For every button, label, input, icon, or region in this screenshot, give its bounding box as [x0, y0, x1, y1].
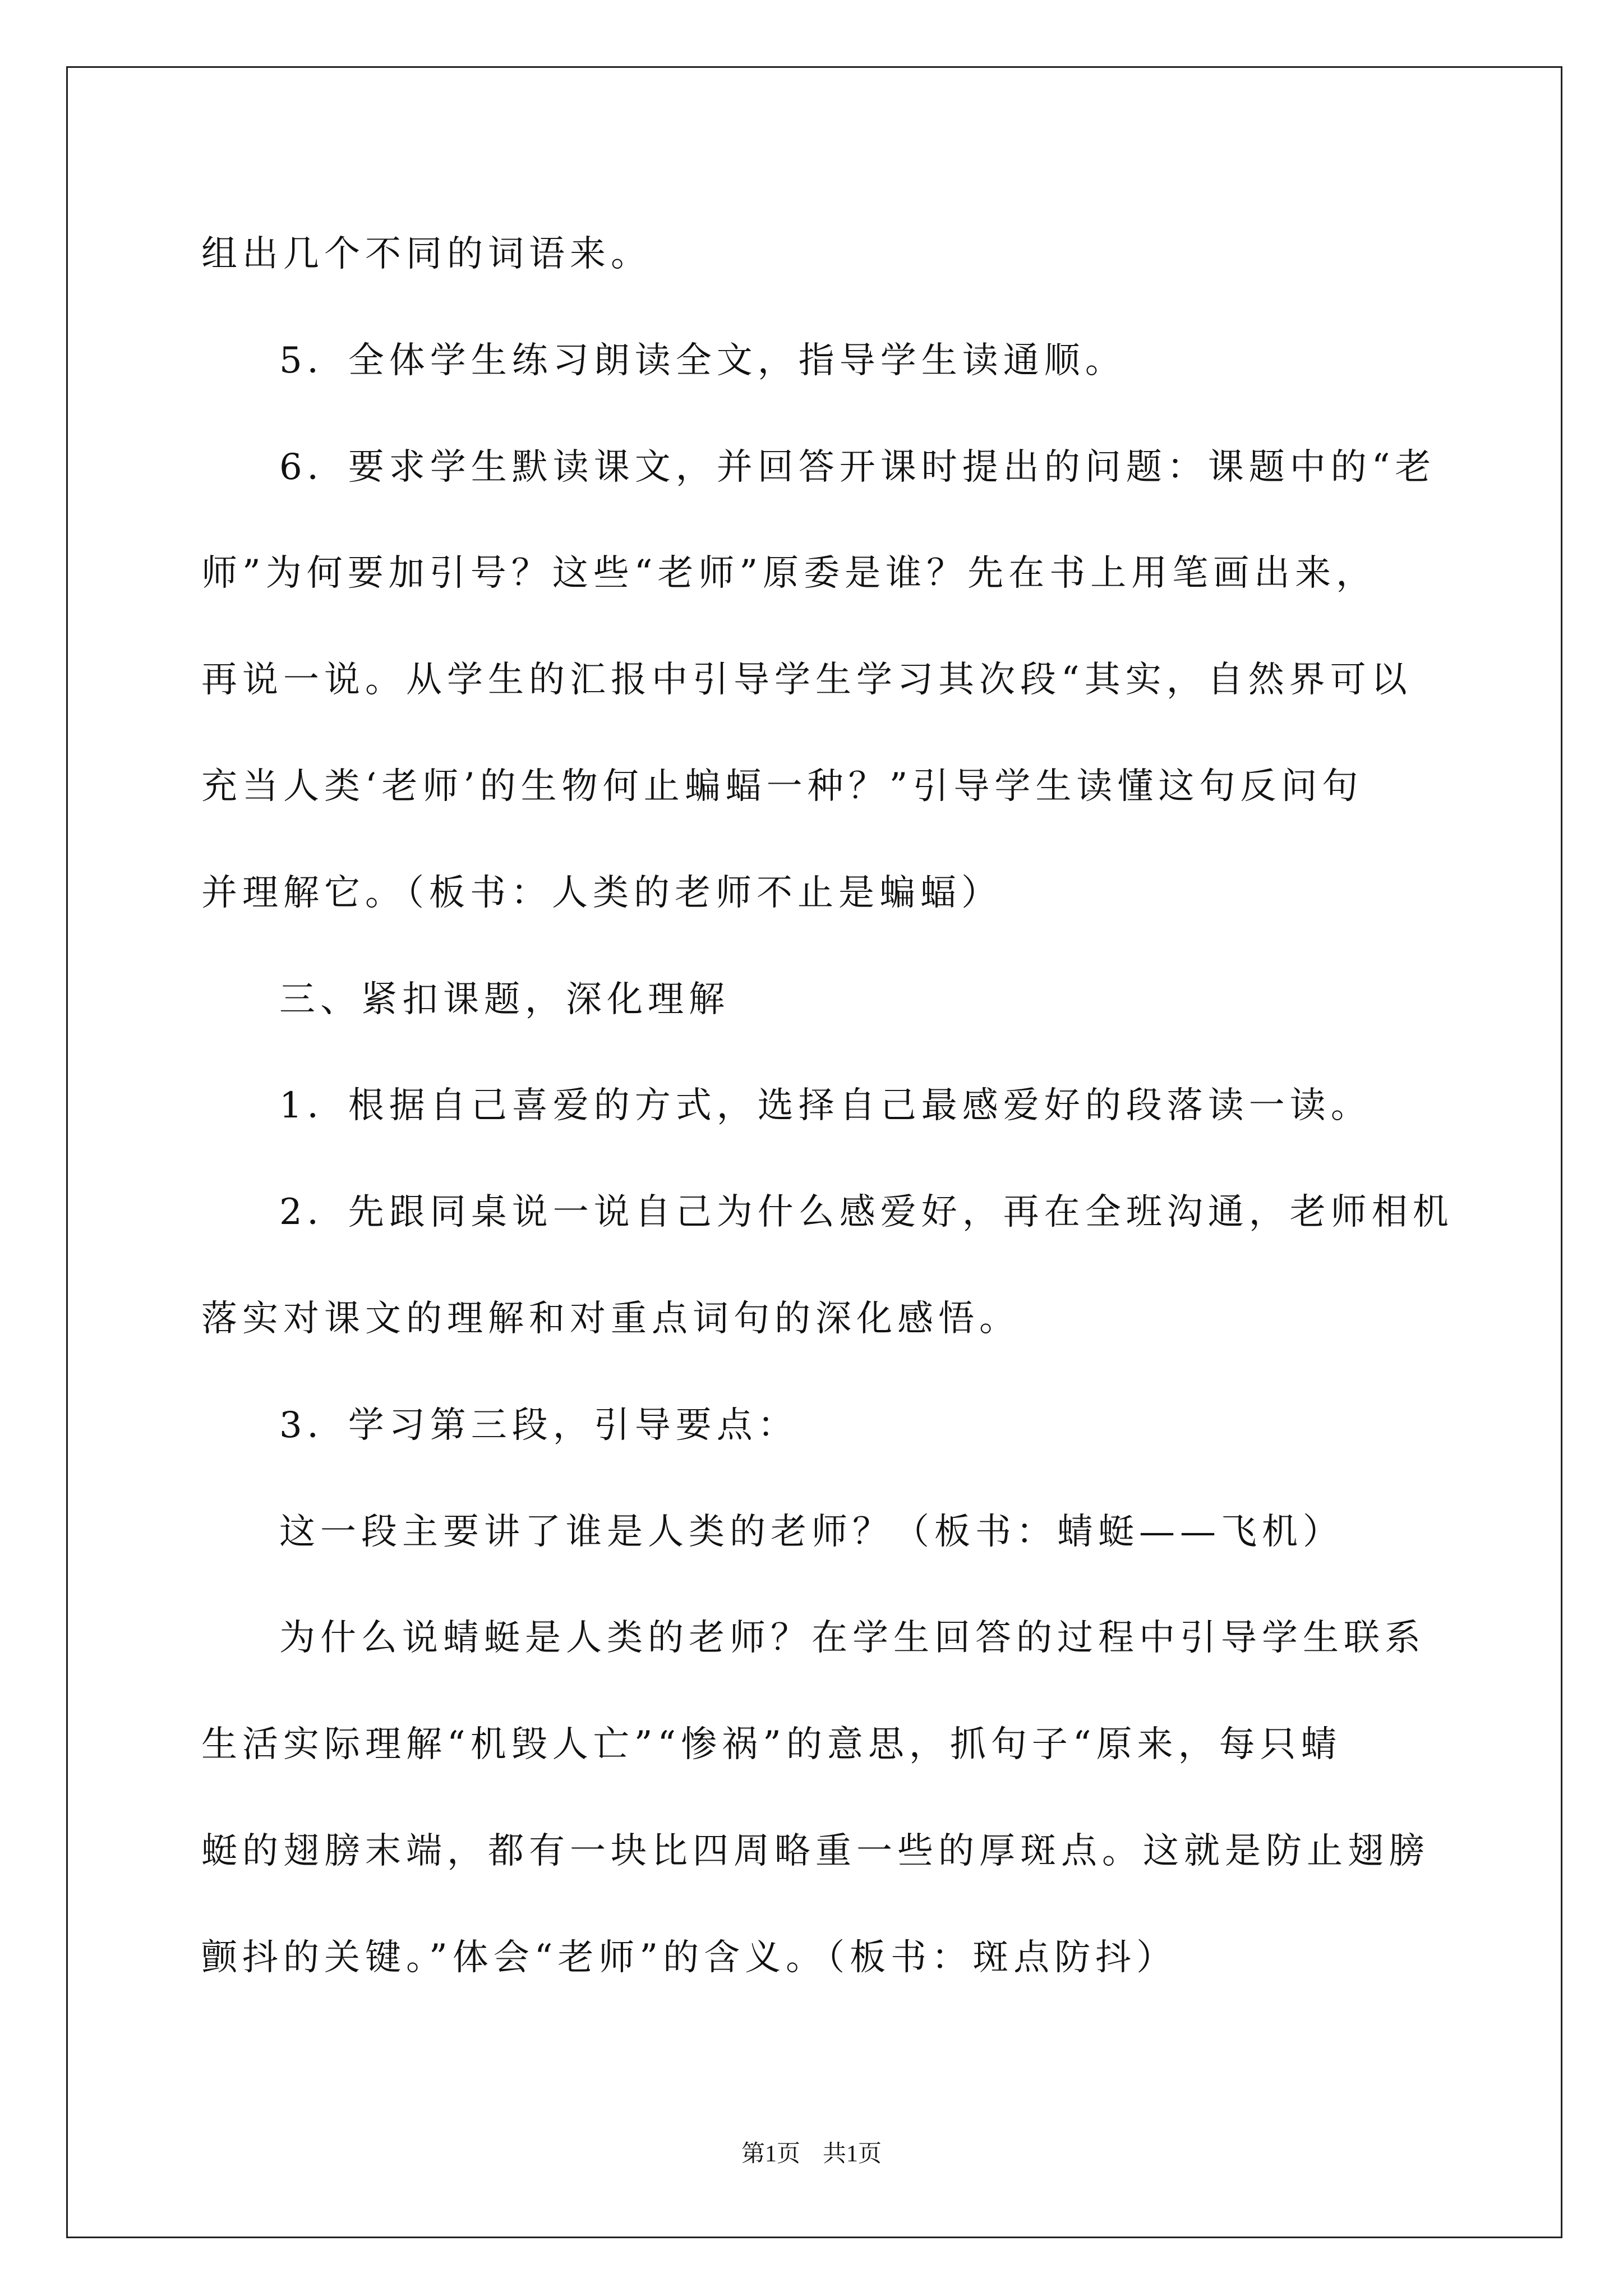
text-line: 师”为何要加引号？这些“老师”原委是谁？先在书上用笔画出来， — [201, 553, 1377, 594]
text-line: 组出几个不同的词语来。 — [201, 233, 652, 275]
text-line: 6．要求学生默读课文，并回答开课时提出的问题：课题中的“老 — [279, 447, 1436, 488]
text-line: 为什么说蜻蜓是人类的老师？在学生回答的过程中引导学生联系 — [279, 1617, 1426, 1659]
text-line: 3．学习第三段，引导要点： — [279, 1405, 799, 1446]
page-total: 共1页 — [823, 2141, 882, 2167]
text-line: 落实对课文的理解和对重点词句的深化感悟。 — [201, 1298, 1020, 1340]
page-number: 第1页 — [741, 2141, 800, 2167]
text-line: 充当人类‘老师’的生物何止蝙蝠一种？”引导学生读懂这句反问句 — [201, 766, 1363, 807]
text-line: 再说一说。从学生的汇报中引导学生学习其次段“其实，自然界可以 — [201, 659, 1412, 701]
text-line: 5．全体学生练习朗读全文，指导学生读通顺。 — [279, 340, 1126, 381]
text-line: 并理解它。（板书：人类的老师不止是蝙蝠） — [201, 872, 1002, 914]
text-line: 这一段主要讲了谁是人类的老师？（板书：蜻蜓——飞机） — [279, 1511, 1344, 1553]
text-line: 2．先跟同桌说一说自己为什么感爱好，再在全班沟通，老师相机 — [279, 1191, 1454, 1233]
text-line: 生活实际理解“机毁人亡”“惨祸”的意思，抓句子“原来，每只蜻 — [201, 1724, 1342, 1765]
section-heading: 三、紧扣课题，深化理解 — [279, 979, 730, 1020]
page-footer — [0, 2137, 1623, 2171]
text-line: 蜓的翅膀末端，都有一块比四周略重一些的厚斑点。这就是防止翅膀 — [201, 1830, 1430, 1872]
text-line: 颤抖的关键。”体会“老师”的含义。（板书：斑点防抖） — [201, 1937, 1178, 1978]
text-line: 1．根据自己喜爱的方式，选择自己最感爱好的段落读一读。 — [279, 1085, 1372, 1126]
